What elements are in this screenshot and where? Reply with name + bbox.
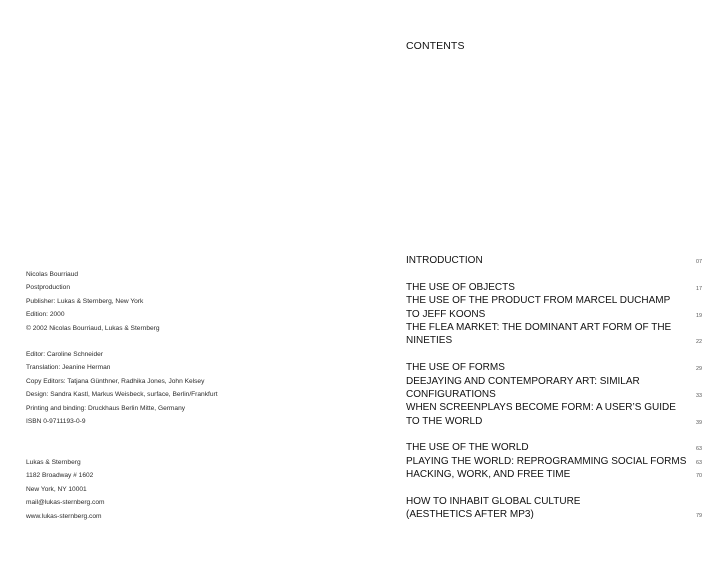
section-gap bbox=[406, 348, 702, 361]
toc-page-number: 39 bbox=[696, 419, 702, 426]
toc-entry-title: (AESTHETICS AFTER MP3) bbox=[406, 509, 534, 521]
toc-entry-title: HACKING, WORK, AND FREE TIME bbox=[406, 469, 571, 481]
toc-entry bbox=[406, 455, 702, 468]
toc-entry-title: THE USE OF THE WORLD bbox=[406, 442, 529, 454]
toc-entry-title: HOW TO INHABIT GLOBAL CULTURE bbox=[406, 496, 581, 508]
toc-page-number: 29 bbox=[696, 366, 702, 373]
isbn-line: ISBN 0-9711193-0-9 bbox=[26, 417, 86, 425]
city-line: New York, NY 10001 bbox=[26, 485, 87, 493]
toc-entry-title: THE USE OF THE PRODUCT FROM MARCEL DUCHAMP bbox=[406, 295, 671, 307]
toc-entry-title: THE FLEA MARKET: THE DOMINANT ART FORM OF THE bbox=[406, 321, 672, 333]
email-line: mail@lukas-sternberg.com bbox=[26, 499, 105, 507]
toc-entry bbox=[406, 321, 702, 334]
section-gap bbox=[406, 267, 702, 280]
toc-page-number: 33 bbox=[696, 392, 702, 399]
toc-page-number: 22 bbox=[696, 339, 702, 346]
toc-entry bbox=[406, 388, 702, 401]
editor-line: Editor: Caroline Schneider bbox=[26, 351, 103, 358]
toc-page-number: 63 bbox=[696, 446, 702, 453]
toc-entry-title: THE USE OF OBJECTS bbox=[406, 281, 515, 293]
company-name-line: Lukas & Sternberg bbox=[26, 459, 81, 466]
toc-entry-title: TO JEFF KOONS bbox=[406, 308, 486, 320]
book-title-line: Postproduction bbox=[26, 284, 70, 292]
toc-entry bbox=[406, 508, 702, 521]
toc-page-number: 07 bbox=[696, 259, 702, 265]
toc-entry bbox=[406, 441, 702, 454]
toc-entry-title: CONFIGURATIONS bbox=[406, 388, 496, 400]
toc-entry bbox=[406, 468, 702, 481]
translation-line: Translation: Jeanine Herman bbox=[26, 364, 111, 372]
toc-entry-title: TO THE WORLD bbox=[406, 415, 483, 427]
section-gap bbox=[406, 428, 702, 441]
colophon-production bbox=[26, 348, 218, 428]
toc-page-number: 70 bbox=[696, 473, 702, 480]
toc-entry bbox=[406, 375, 702, 388]
toc-page-number: 19 bbox=[696, 312, 702, 319]
toc-entry bbox=[406, 294, 702, 307]
publisher-line: Publisher: Lukas & Sternberg, New York bbox=[26, 297, 144, 305]
contents-heading: CONTENTS bbox=[406, 40, 465, 52]
table-of-contents bbox=[406, 254, 702, 522]
toc-entry bbox=[406, 495, 702, 508]
toc-entry-title: INTRODUCTION bbox=[406, 255, 483, 266]
toc-entry-title: THE USE OF FORMS bbox=[406, 362, 505, 374]
toc-entry-title: NINETIES bbox=[406, 335, 453, 347]
author-line: Nicolas Bourriaud bbox=[26, 271, 79, 278]
toc-entry bbox=[406, 334, 702, 347]
toc-entry bbox=[406, 361, 702, 374]
section-gap bbox=[406, 482, 702, 495]
toc-entry bbox=[406, 281, 702, 294]
toc-entry-title: WHEN SCREENPLAYS BECOME FORM: A USER’S GUIDE bbox=[406, 402, 676, 414]
copy-editors-line: Copy Editors: Tatjana Günthner, Radhika Jones, John Kelsey bbox=[26, 377, 205, 385]
toc-entry bbox=[406, 254, 702, 267]
website-line: www.lukas-sternberg.com bbox=[26, 512, 102, 520]
toc-entry bbox=[406, 415, 702, 428]
colophon-credits bbox=[26, 268, 160, 335]
toc-page-number: 17 bbox=[696, 285, 702, 292]
design-line: Design: Sandra Kastl, Markus Weisbeck, surface, Berlin/Frankfurt bbox=[26, 391, 218, 399]
edition-line: Edition: 2000 bbox=[26, 311, 65, 319]
toc-entry-title: DEEJAYING AND CONTEMPORARY ART: SIMILAR bbox=[406, 375, 640, 387]
toc-page-number: 79 bbox=[696, 513, 702, 520]
toc-entry-title: PLAYING THE WORLD: REPROGRAMMING SOCIAL FORMS bbox=[406, 455, 687, 467]
printing-line: Printing and binding: Druckhaus Berlin Mitte, Germany bbox=[26, 404, 186, 412]
toc-entry bbox=[406, 401, 702, 414]
colophon-address bbox=[26, 456, 105, 523]
toc-page-number: 63 bbox=[696, 459, 702, 466]
toc-entry bbox=[406, 308, 702, 321]
street-line: 1182 Broadway # 1602 bbox=[26, 472, 94, 480]
copyright-line: © 2002 Nicolas Bourriaud, Lukas & Sternberg bbox=[26, 324, 160, 332]
